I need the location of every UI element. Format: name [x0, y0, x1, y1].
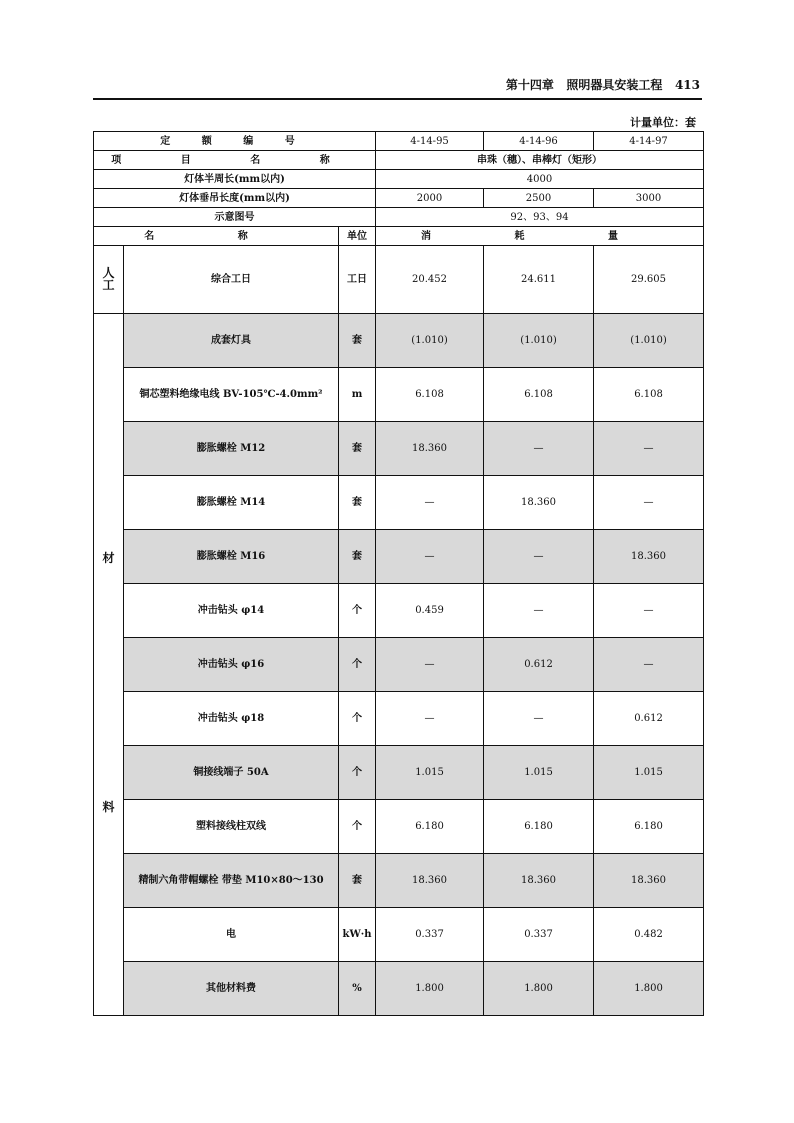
material-name: 膨胀螺栓 M14	[124, 476, 339, 530]
material-row	[94, 854, 704, 908]
labor-name: 综合工日	[124, 246, 339, 314]
labor-unit: 工日	[339, 246, 376, 314]
quota-table	[93, 131, 704, 1016]
half-perimeter-label: 灯体半周长(mm以内)	[94, 170, 376, 189]
material-unit: 套	[339, 476, 376, 530]
code-cell: 4-14-97	[594, 132, 704, 151]
material-value: —	[594, 476, 704, 530]
diagram-label: 示意图号	[94, 208, 376, 227]
item-name: 串珠（穗）、串棒灯（矩形）	[376, 151, 704, 170]
labor-value: 29.605	[594, 246, 704, 314]
item-label: 项 目 名 称	[94, 151, 376, 170]
material-unit: 个	[339, 800, 376, 854]
material-unit: 个	[339, 746, 376, 800]
material-unit: 套	[339, 422, 376, 476]
material-value: (1.010)	[376, 314, 484, 368]
material-value: 18.360	[376, 854, 484, 908]
material-value: —	[484, 584, 594, 638]
material-value: 6.180	[594, 800, 704, 854]
material-row	[94, 368, 704, 422]
material-name: 冲击钻头 φ16	[124, 638, 339, 692]
code-cell: 4-14-95	[376, 132, 484, 151]
material-value: —	[376, 638, 484, 692]
col-consumption-header: 消 耗 量	[376, 227, 704, 246]
labor-category	[94, 246, 124, 314]
material-value: —	[594, 422, 704, 476]
material-row	[94, 746, 704, 800]
material-row	[94, 962, 704, 1016]
item-name-row	[94, 151, 704, 170]
labor-value: 24.611	[484, 246, 594, 314]
material-value: 6.180	[484, 800, 594, 854]
material-value: —	[594, 584, 704, 638]
hang-length-row	[94, 189, 704, 208]
material-category-top: 材	[102, 551, 115, 565]
hang-length-cell: 2500	[484, 189, 594, 208]
material-value: 6.180	[376, 800, 484, 854]
material-value: 6.108	[484, 368, 594, 422]
material-unit: %	[339, 962, 376, 1016]
material-value: 6.108	[594, 368, 704, 422]
material-unit: 个	[339, 584, 376, 638]
material-name: 膨胀螺栓 M16	[124, 530, 339, 584]
hang-length-cell: 2000	[376, 189, 484, 208]
material-value: 18.360	[594, 530, 704, 584]
col-unit-header: 单位	[339, 227, 376, 246]
diagram-value: 92、93、94	[376, 208, 704, 227]
material-unit: 个	[339, 692, 376, 746]
material-value: 1.800	[594, 962, 704, 1016]
material-row	[94, 422, 704, 476]
header-text	[506, 76, 700, 93]
material-name: 冲击钻头 φ14	[124, 584, 339, 638]
material-value: 18.360	[484, 476, 594, 530]
material-row	[94, 800, 704, 854]
material-value: 0.612	[594, 692, 704, 746]
material-unit: m	[339, 368, 376, 422]
material-value: —	[594, 638, 704, 692]
material-value: 1.015	[594, 746, 704, 800]
material-row	[94, 584, 704, 638]
material-name: 电	[124, 908, 339, 962]
hang-length-cell: 3000	[594, 189, 704, 208]
labor-category-label: 人工	[102, 265, 115, 293]
material-category-bottom: 料	[102, 800, 115, 815]
diagram-row	[94, 208, 704, 227]
material-name: 铜接线端子 50A	[124, 746, 339, 800]
code-row	[94, 132, 704, 151]
material-name: 冲击钻头 φ18	[124, 692, 339, 746]
col-name-header: 名 称	[94, 227, 339, 246]
material-value: 18.360	[594, 854, 704, 908]
material-value: 6.108	[376, 368, 484, 422]
material-value: —	[376, 692, 484, 746]
material-row	[94, 530, 704, 584]
material-unit: 个	[339, 638, 376, 692]
labor-row	[94, 246, 704, 314]
half-perimeter-row	[94, 170, 704, 189]
code-label: 定 额 编 号	[94, 132, 376, 151]
material-value: 0.482	[594, 908, 704, 962]
material-value: 1.015	[484, 746, 594, 800]
half-perimeter-value: 4000	[376, 170, 704, 189]
material-unit: 套	[339, 530, 376, 584]
material-value: 0.337	[484, 908, 594, 962]
material-value: 0.459	[376, 584, 484, 638]
material-category	[94, 314, 124, 1016]
material-name: 其他材料费	[124, 962, 339, 1016]
material-name: 膨胀螺栓 M12	[124, 422, 339, 476]
chapter-title: 照明器具安装工程	[566, 78, 663, 92]
material-value: —	[484, 422, 594, 476]
material-row	[94, 638, 704, 692]
material-row	[94, 908, 704, 962]
material-name: 成套灯具	[124, 314, 339, 368]
material-row	[94, 314, 704, 368]
labor-value: 20.452	[376, 246, 484, 314]
material-value: 0.612	[484, 638, 594, 692]
material-name: 精制六角带帽螺栓 带垫 M10×80～130	[124, 854, 339, 908]
material-unit: 套	[339, 854, 376, 908]
material-name: 塑料接线柱双线	[124, 800, 339, 854]
measurement-unit: 计量单位：套	[630, 116, 696, 129]
material-name: 铜芯塑料绝缘电线 BV-105℃-4.0mm²	[124, 368, 339, 422]
hang-length-label: 灯体垂吊长度(mm以内)	[94, 189, 376, 208]
material-value: 18.360	[484, 854, 594, 908]
page-header	[93, 74, 702, 100]
material-value: —	[484, 530, 594, 584]
page-number: 413	[674, 78, 700, 92]
material-value: (1.010)	[594, 314, 704, 368]
material-value: —	[484, 692, 594, 746]
code-cell: 4-14-96	[484, 132, 594, 151]
material-unit: 套	[339, 314, 376, 368]
material-value: (1.010)	[484, 314, 594, 368]
material-value: 1.015	[376, 746, 484, 800]
material-value: 1.800	[376, 962, 484, 1016]
material-value: 0.337	[376, 908, 484, 962]
material-value: —	[376, 476, 484, 530]
material-value: —	[376, 530, 484, 584]
material-row	[94, 692, 704, 746]
column-header-row	[94, 227, 704, 246]
material-row	[94, 476, 704, 530]
material-value: 1.800	[484, 962, 594, 1016]
material-value: 18.360	[376, 422, 484, 476]
chapter-label: 第十四章	[505, 78, 554, 92]
material-unit: kW·h	[339, 908, 376, 962]
